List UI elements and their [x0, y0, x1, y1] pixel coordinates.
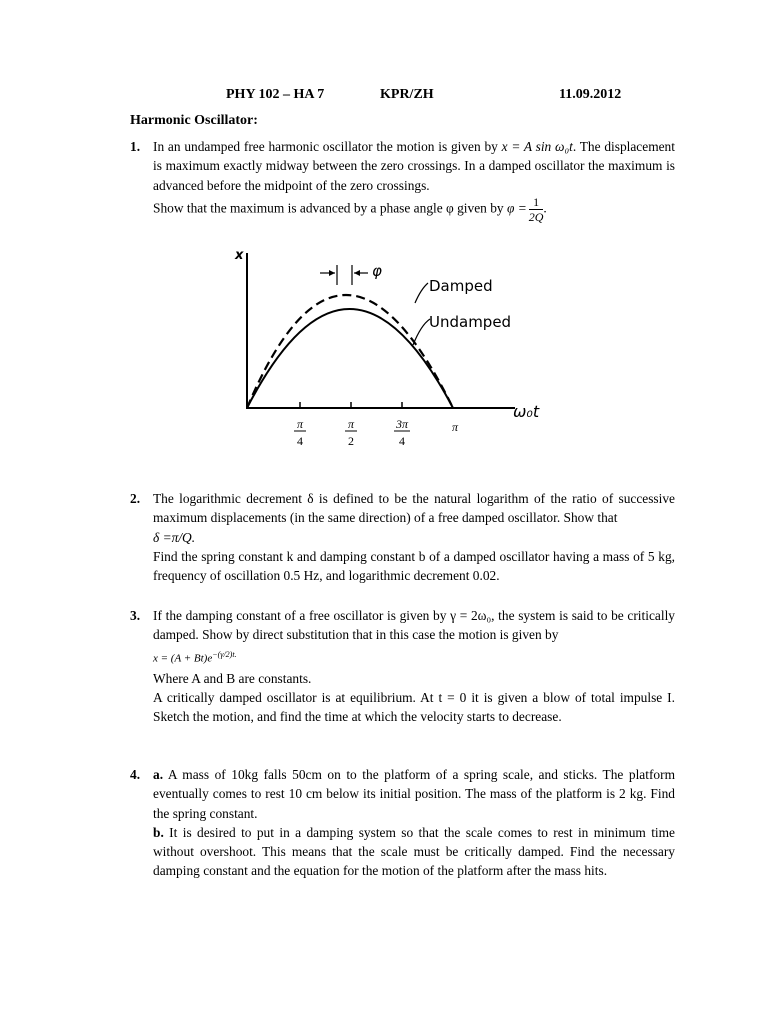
part-b — [153, 823, 675, 881]
question-number: 4. — [130, 767, 141, 782]
question-text: In an undamped free harmonic oscillator the motion is given by — [153, 139, 502, 154]
question-text: A critically damped oscillator is at equilibrium. At t = 0 it is given a blow of total impulse I. Sketch the motion, and find the time at which the velocity starts to decrease. — [153, 689, 675, 725]
question-1 — [130, 137, 675, 223]
log-decrement-formula: δ =π/Q. — [153, 529, 196, 545]
question-text: It is desired to put in a damping system so that the scale comes to rest in minimum time without overshoot. This means that the scale must be critically damped. Find the necessary damping constant and the equation for the motion of the platform after the mass hits. — [153, 824, 675, 879]
question-text: Where A and B are constants. — [153, 670, 312, 686]
section-title: Harmonic Oscillator: — [130, 113, 258, 128]
question-number: 2. — [130, 491, 141, 506]
question-4 — [130, 765, 675, 881]
fraction-denominator: 2Q — [528, 209, 544, 224]
phi-arrowhead-right — [354, 270, 360, 276]
question-text: Find the spring constant k and damping constant b of a damped oscillator having a mass of 5 kg, frequency of oscillation 0.5 Hz, and logarithmic decrement 0.02. — [153, 548, 675, 584]
tick-label-den: 4 — [297, 434, 303, 448]
formula-exponent: −(γ/2)t. — [212, 649, 237, 659]
sentence-end: . — [543, 200, 547, 216]
question-text: Show that the maximum is advanced by a phase angle φ given by — [153, 200, 507, 216]
header-date: 11.09.2012 — [559, 87, 622, 102]
damped-curve — [247, 295, 453, 408]
tick-label-num: π — [347, 417, 355, 431]
formula-base: x = (A + Bt)e — [153, 652, 213, 665]
oscillation-graph — [225, 245, 540, 475]
instructor-initials: KPR/ZH — [380, 87, 434, 102]
question-text: The logarithmic decrement δ is defined to be the natural logarithm of the ratio of successive maximum displacements (in the same direction) of a free damped oscillator. Show that — [153, 491, 675, 526]
part-label: b. — [153, 824, 164, 840]
course-code: PHY 102 – HA 7 — [226, 87, 325, 102]
critical-damping-formula — [153, 645, 675, 669]
question-text: A mass of 10kg falls 50cm on to the platform of a spring scale, and sticks. The platform eventually comes to rest 10 cm below its initial position. The mass of the platform is 2 kg. Find the spring constant. — [153, 767, 675, 821]
tick-label-den: 2 — [348, 434, 354, 448]
tick-label-num: π — [296, 417, 304, 431]
tick-label-den: 4 — [399, 434, 405, 448]
phi-fraction — [528, 194, 547, 224]
question-text: . The displacement is maximum exactly midway between the zero crossings. In a damped oscillator the maximum is advanced before the midpoint of the zero crossings. — [153, 139, 675, 193]
tick-label-num: 3π — [395, 417, 409, 431]
phi-formula-lhs: φ = — [506, 200, 527, 216]
header — [0, 87, 768, 107]
y-axis-label: x — [235, 248, 244, 263]
phi-label: φ — [372, 262, 382, 280]
fraction-numerator: 1 — [529, 196, 544, 210]
undamped-curve — [247, 309, 453, 408]
tick-label-num: π — [451, 420, 459, 434]
damped-label: Damped — [429, 277, 493, 295]
question-2 — [130, 489, 675, 585]
question-number: 3. — [130, 608, 141, 623]
undamped-label: Undamped — [429, 313, 512, 331]
damped-leader — [415, 283, 428, 303]
phase-statement — [153, 196, 675, 223]
part-a — [153, 765, 675, 823]
graph-svg — [225, 245, 540, 475]
x-axis-label: ω₀t — [513, 402, 540, 421]
part-label: a. — [153, 767, 164, 782]
tick-labels — [294, 417, 459, 448]
question-1-text — [153, 137, 675, 195]
question-3 — [130, 606, 675, 726]
undamped-leader — [413, 319, 430, 345]
motion-formula: x = A sin ω₀t — [501, 139, 573, 154]
phi-arrowhead-left — [329, 270, 335, 276]
question-text: If the damping constant of a free oscillator is given by γ = 2ω₀, the system is said to be critically damped. Show by direct substitution that in this case the motion is given by — [153, 608, 675, 643]
question-number: 1. — [130, 139, 141, 154]
